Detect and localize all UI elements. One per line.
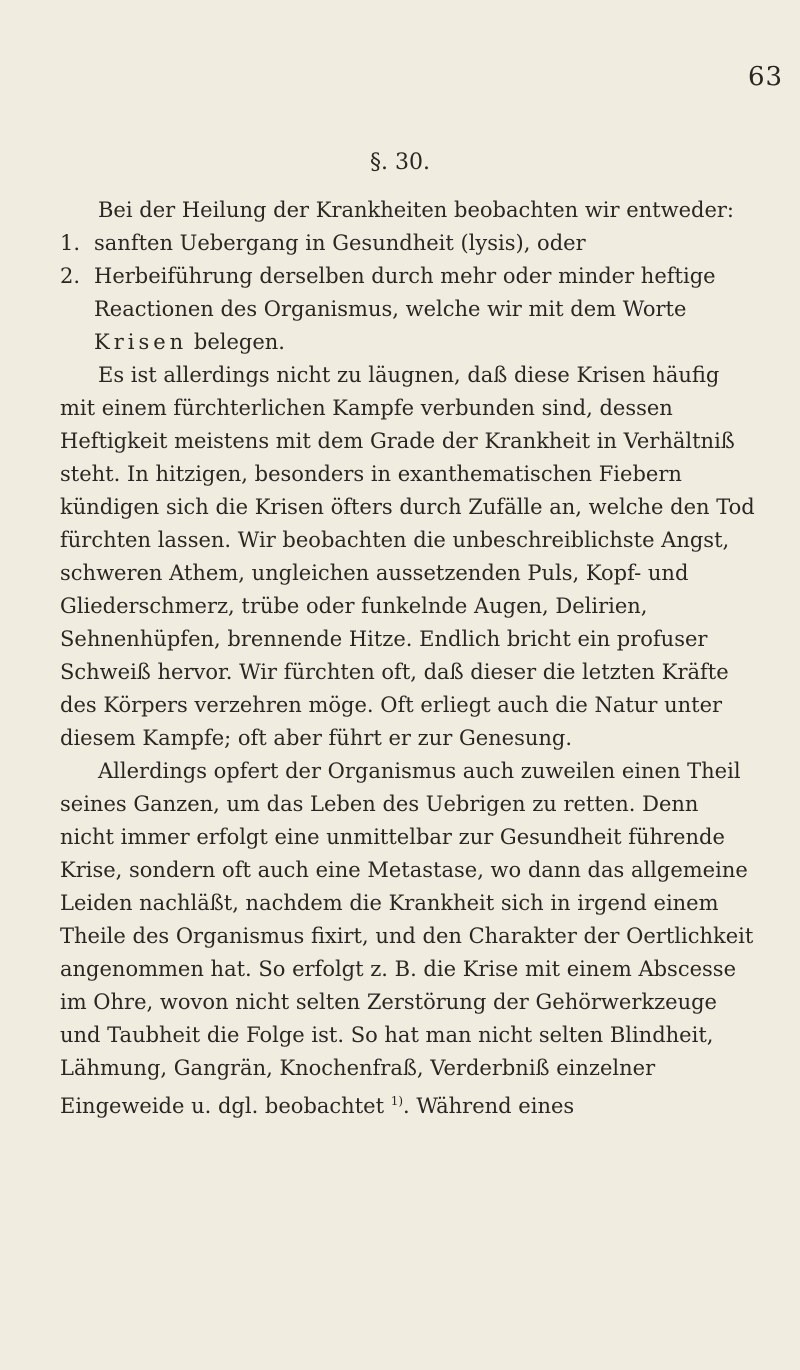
list-item-1 [60, 227, 756, 260]
page-number: 63 [748, 62, 784, 92]
list-item-2 [60, 260, 756, 359]
list-text: sanften Uebergang in Gesundheit (lysis), oder [94, 231, 586, 255]
section-heading: §. 30. [370, 150, 430, 175]
list-number: 1. [60, 231, 81, 255]
footnote-marker: 1) [390, 1094, 404, 1108]
paragraph-2-closing: . Während eines [403, 1094, 575, 1118]
body-text [60, 194, 756, 1123]
paragraph-2-text: Allerdings opfert der Organismus auch zuweilen einen Theil seines Ganzen, um das Leben des Uebrigen zu retten. Denn nicht immer erfolgt eine unmittelbar zur Gesundheit führende Krise, sondern oft auch eine Metastase, wo dann das allgemeine Leiden nachläßt, nachdem die Krankheit sich in irgend einem Theile des Organismus fixirt, und den Charakter der Oertlichkeit angenommen hat. So erfolgt z. B. die Krise mit einem Abscesse im Ohre, wovon nicht selten Zerstörung der Gehörwerkzeuge und Taubheit die Folge ist. So hat man nicht selten Blindheit, Lähmung, Gangrän, Knochenfraß, Verderbniß einzelner Eingeweide u. dgl. beobachtet [60, 759, 754, 1118]
paragraph-1: Es ist allerdings nicht zu läugnen, daß diese Krisen häufig mit einem fürchterlichen Kampfe verbunden sind, dessen Heftigkeit meistens mit dem Grade der Krankheit in Verhältniß steht. In hitzigen, besonders in exanthematischen Fiebern kündigen sich die Krisen öfters durch Zufälle an, welche den Tod fürchten lassen. Wir beobachten die unbeschreiblichste Angst, schweren Athem, ungleichen aussetzenden Puls, Kopf- und Gliederschmerz, trübe oder funkelnde Augen, Delirien, Sehnenhüpfen, brennende Hitze. Endlich bricht ein profuser Schweiß hervor. Wir fürchten oft, daß dieser die letzten Kräfte des Körpers verzehren möge. Oft erliegt auch die Natur unter diesem Kampfe; oft aber führt er zur Genesung. [60, 363, 755, 750]
paragraph-2 [60, 755, 756, 1123]
list-number: 2. [60, 264, 81, 288]
list-text-tail: belegen. [193, 330, 285, 354]
list-text: Herbeiführung derselben durch mehr oder minder heftige Reactionen des Organismus, welche wir mit dem Worte [94, 264, 716, 321]
intro-paragraph: Bei der Heilung der Krankheiten beobachten wir entweder: [98, 198, 735, 222]
emphasized-term: Krisen [94, 330, 188, 354]
